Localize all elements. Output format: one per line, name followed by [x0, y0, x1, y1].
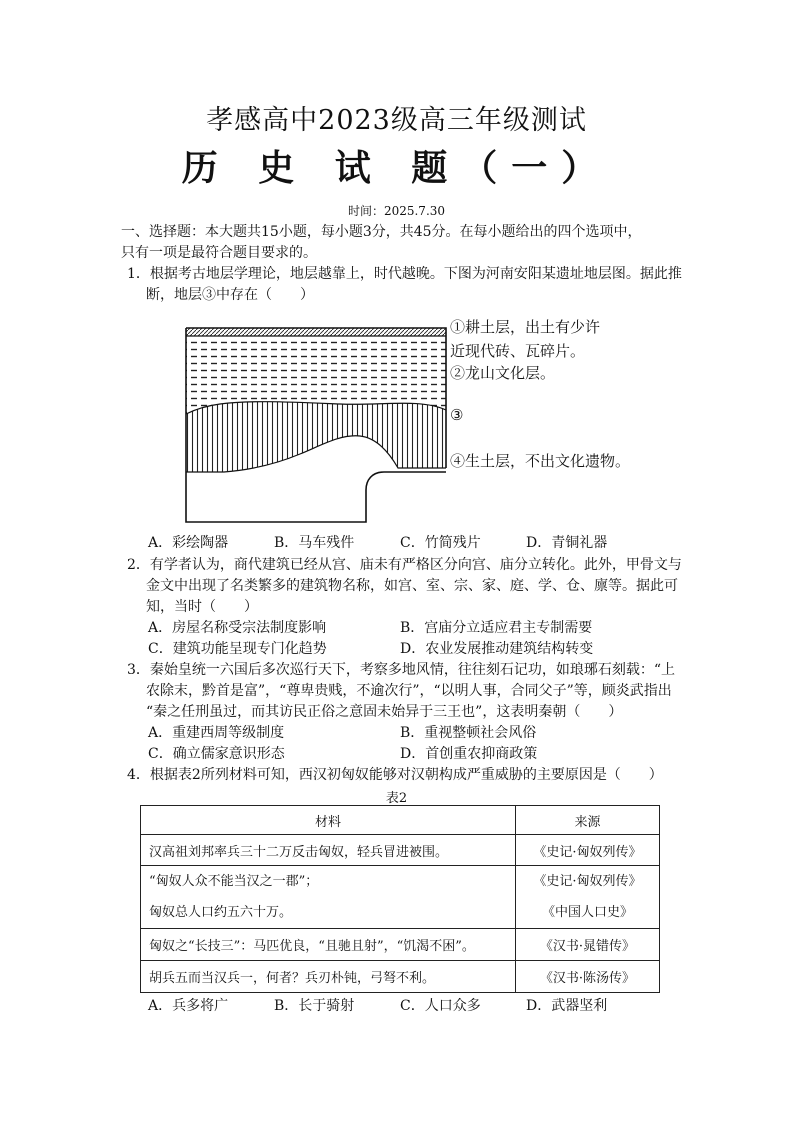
section-instruction-line1: 一、选择题：本大题共15小题，每小题3分，共45分。在每小题给出的四个选项中，	[121, 224, 642, 240]
q3-stem-line1: 3．秦始皇统一六国后多次巡行天下，考察多地风情，往往刻石记功，如琅琊石刻载：“上	[127, 662, 676, 678]
table-cell-source	[516, 866, 660, 929]
strata-legend-1a: ①耕土层，出土有少许	[450, 318, 601, 336]
table-cell-source: 《汉书·晁错传》	[516, 929, 660, 961]
table-caption: 表2	[385, 791, 408, 806]
q2-stem-line3: 知，当时（ ）	[146, 599, 258, 615]
q4-option-d[interactable]: D．武器坚利	[526, 998, 608, 1014]
q3-option-c[interactable]: C．确立儒家意识形态	[148, 746, 285, 762]
table-cell-source-line: 《史记·匈奴列传》	[533, 874, 642, 889]
q1-stem-line1: 1．根据考古地层学理论，地层越靠上，时代越晚。下图为河南安阳某遗址地层图。据此推	[127, 266, 682, 282]
material-table	[140, 805, 660, 993]
q4-option-a[interactable]: A．兵多将广	[148, 998, 229, 1014]
table-cell-material	[141, 866, 516, 929]
q2-option-a[interactable]: A．房屋名称受宗法制度影响	[148, 620, 327, 636]
table-cell-source-line: 《中国人口史》	[541, 905, 633, 920]
table-header-source: 来源	[516, 806, 660, 835]
section-instruction-line2: 只有一项是最符合题目要求的。	[121, 245, 317, 261]
layer-2-longshan	[186, 336, 446, 414]
table-cell-material: 匈奴之“长技三”：马匹优良，“且驰且射”，“饥渴不困”。	[141, 929, 516, 961]
exam-school-title: 孝感高中2023级高三年级测试	[206, 105, 587, 136]
table-cell-source: 《汉书·陈汤传》	[516, 961, 660, 993]
table-header-material: 材料	[141, 806, 516, 835]
table-row	[141, 835, 660, 866]
layer-1-topsoil	[186, 328, 446, 336]
strata-legend-2: ②龙山文化层。	[450, 364, 556, 382]
q1-option-d[interactable]: D．青铜礼器	[526, 535, 608, 551]
q3-stem-line2: 农除末，黔首是富”，“尊卑贵贱，不逾次行”，“以明人事，合同父子”等，顾炎武指出	[146, 683, 672, 699]
q2-stem-line2: 金文中出现了名类繁多的建筑物名称，如宫、室、宗、家、庭、学、仓、廪等。据此可	[146, 578, 678, 594]
table-cell-material: 汉高祖刘邦率兵三十二万反击匈奴，轻兵冒进被围。	[141, 835, 516, 866]
table-cell-material-line: “匈奴人众不能当汉之一郡”；	[149, 874, 319, 889]
q1-option-a[interactable]: A．彩绘陶器	[148, 535, 229, 551]
table-row	[141, 866, 660, 929]
strata-legend-1b: 近现代砖、瓦碎片。	[450, 342, 586, 360]
strata-legend-3: ③	[450, 406, 464, 424]
q3-stem-line3: “秦之任刑虽过，而其访民正俗之意固未始异于三王也”，这表明秦朝（ ）	[146, 704, 623, 720]
exam-date: 时间：2025.7.30	[347, 204, 446, 218]
strata-legend-4: ④生土层，不出文化遗物。	[450, 452, 631, 470]
q2-stem-line1: 2．有学者认为，商代建筑已经从宫、庙未有严格区分向宫、庙分立转化。此外，甲骨文与	[127, 557, 682, 573]
table-row	[141, 929, 660, 961]
layer-3	[186, 402, 446, 472]
q1-option-b[interactable]: B．马车残件	[274, 535, 355, 551]
exam-subject-title: 历 史 试 题（一）	[181, 147, 612, 189]
q3-option-d[interactable]: D．首创重农抑商政策	[400, 746, 538, 762]
q4-option-c[interactable]: C．人口众多	[400, 998, 481, 1014]
q4-stem-line1: 4．根据表2所列材料可知，西汉初匈奴能够对汉朝构成严重威胁的主要原因是（ ）	[127, 767, 663, 783]
q1-option-c[interactable]: C．竹简残片	[400, 535, 481, 551]
table-header-row	[141, 806, 660, 835]
q2-option-b[interactable]: B．宫庙分立适应君主专制需要	[400, 620, 593, 636]
q2-option-c[interactable]: C．建筑功能呈现专门化趋势	[148, 641, 327, 657]
table-cell-material: 胡兵五而当汉兵一，何者？兵刃朴钝，弓弩不利。	[141, 961, 516, 993]
q3-option-a[interactable]: A．重建西周等级制度	[148, 725, 285, 741]
q4-option-b[interactable]: B．长于骑射	[274, 998, 355, 1014]
q2-option-d[interactable]: D．农业发展推动建筑结构转变	[400, 641, 594, 657]
table-row	[141, 961, 660, 993]
q1-stem-line2: 断，地层③中存在（ ）	[146, 287, 314, 303]
table-cell-source: 《史记·匈奴列传》	[516, 835, 660, 866]
q3-option-b[interactable]: B．重视整顿社会风俗	[400, 725, 537, 741]
table-cell-material-line: 匈奴总人口约五六十万。	[149, 905, 293, 920]
